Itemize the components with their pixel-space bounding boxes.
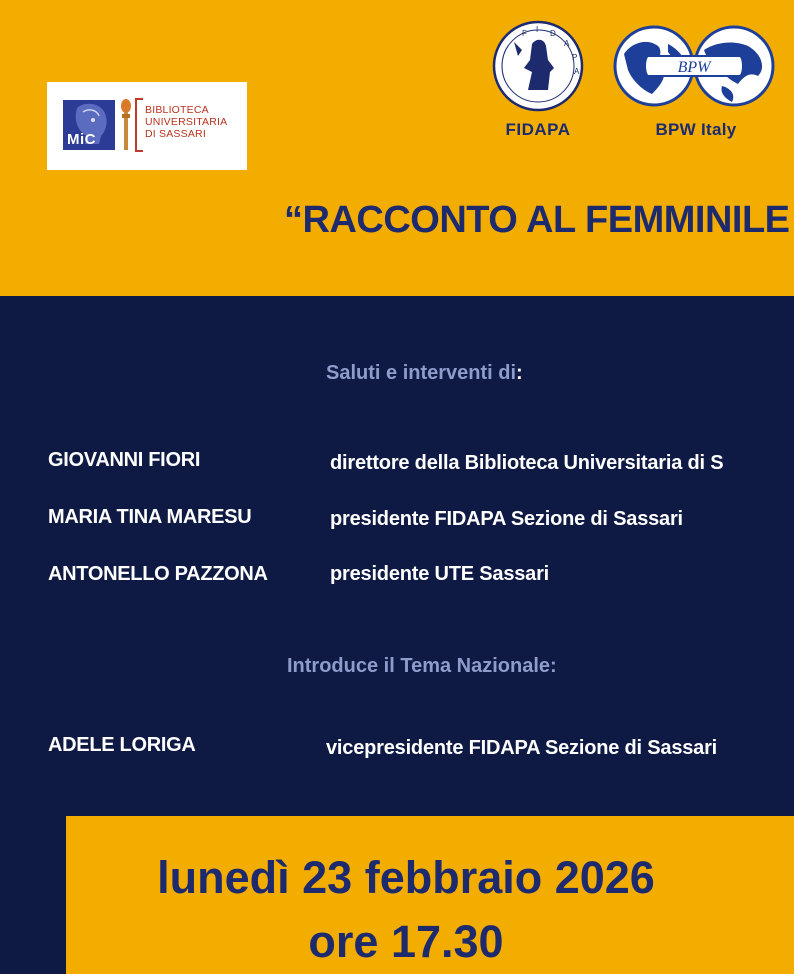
header-band	[0, 0, 794, 296]
bpw-badge-text: BPW	[677, 59, 711, 76]
biblioteca-line-2: UNIVERSITARIA	[145, 116, 228, 128]
greetings-heading-colon: :	[516, 362, 523, 384]
fidapa-letter-a2: A	[574, 67, 580, 76]
bracket-mark	[135, 98, 143, 152]
biblioteca-line-1: BIBLIOTECA	[145, 104, 209, 116]
speaker-role-loriga: vicepresidente FIDAPA Sezione di Sassari	[326, 737, 718, 759]
speaker-name-pazzona: ANTONELLO PAZZONA	[48, 563, 268, 585]
fidapa-letter-a1: A	[564, 39, 570, 48]
date-band	[66, 816, 794, 974]
biblioteca-line-3: DI SASSARI	[145, 128, 206, 140]
event-title: “RACCONTO AL FEMMINILE	[284, 199, 790, 241]
speaker-name-loriga: ADELE LORIGA	[48, 734, 196, 756]
greetings-heading-text: Saluti e interventi di	[326, 362, 517, 384]
biblioteca-text	[145, 104, 227, 140]
speaker-name-maresu: MARIA TINA MARESU	[48, 506, 252, 528]
speaker-name-fiori: GIOVANNI FIORI	[48, 449, 201, 471]
greetings-heading	[326, 362, 523, 385]
mic-logo	[63, 100, 115, 150]
fidapa-letter-p: P	[572, 53, 578, 62]
fidapa-letter-f: F	[522, 29, 527, 38]
mic-text: MiC	[67, 131, 96, 148]
fidapa-logo	[492, 20, 584, 112]
bpw-label: BPW Italy	[655, 120, 737, 139]
fidapa-letter-d: D	[550, 29, 556, 38]
speaker-role-pazzona: presidente UTE Sassari	[330, 563, 550, 585]
torch-icon	[119, 98, 133, 154]
event-date: lunedì 23 febbraio 2026	[157, 852, 655, 903]
event-time: ore 17.30	[308, 916, 504, 967]
speaker-role-maresu: presidente FIDAPA Sezione di Sassari	[330, 508, 683, 530]
biblioteca-logo	[47, 82, 247, 170]
speaker-role-fiori: direttore della Biblioteca Universitaria di S	[330, 452, 724, 474]
fidapa-letter-i: I	[536, 25, 539, 34]
bpw-globes-logo	[612, 24, 776, 108]
intro-heading: Introduce il Tema Nazionale:	[287, 655, 557, 677]
fidapa-label: FIDAPA	[505, 120, 571, 139]
